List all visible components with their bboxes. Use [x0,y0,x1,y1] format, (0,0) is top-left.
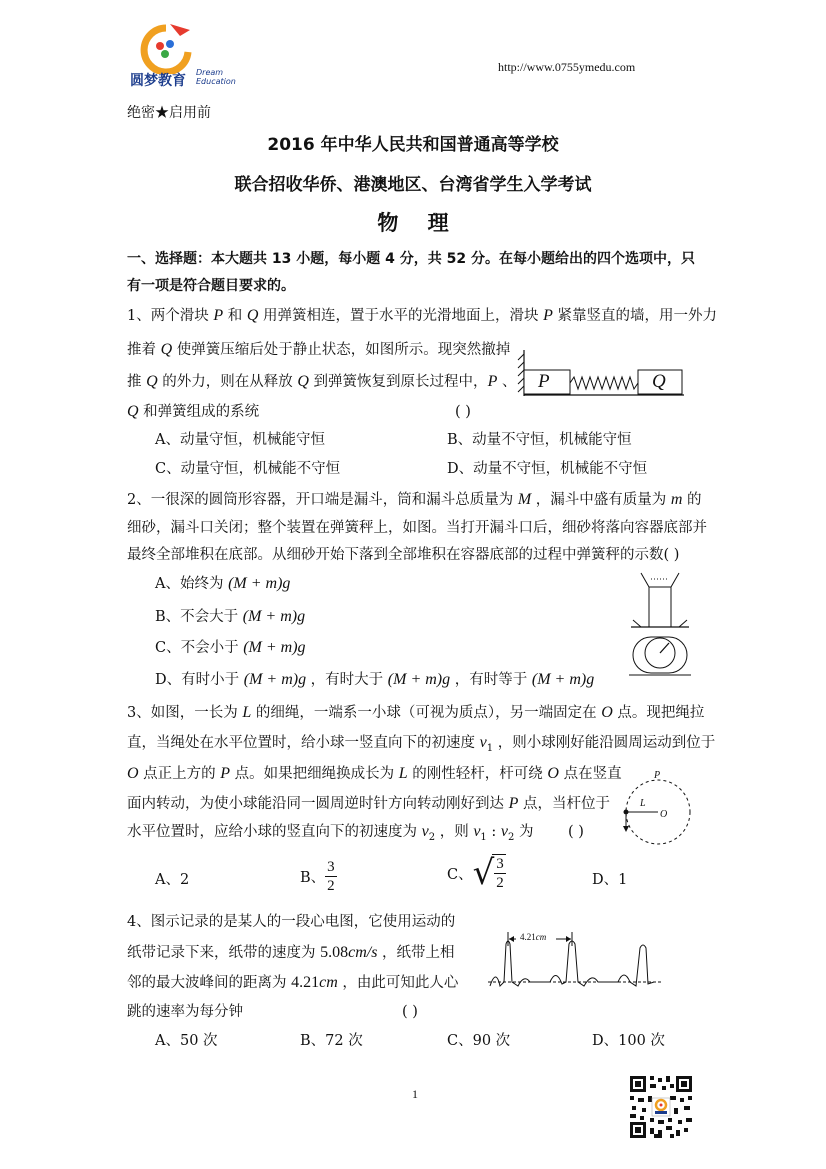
circular-motion-diagram [618,770,693,850]
block-p-label: P [538,371,550,392]
q3-option-a[interactable]: A、2 [155,872,190,888]
header-url[interactable]: http://www.0755ymedu.com [498,60,636,74]
exam-title-line2: 联合招收华侨、港澳地区、台湾省学生入学考试 [234,175,592,195]
q4-line4: 跳的速率为每分钟 [127,1004,243,1020]
q2-option-b[interactable]: B、不会大于 (M + m)g [155,608,306,625]
q4-answer-paren: ( ) [402,1004,418,1020]
q4-option-a[interactable]: A、50 次 [155,1033,218,1049]
q3-line3: O 点正上方的 P 点。如果把细绳换成长为 L 的刚性轻杆，杆可绕 O 点在竖直 [127,765,622,782]
q1-option-d[interactable]: D、动量不守恒，机械能不守恒 [447,461,648,477]
q4-option-c[interactable]: C、90 次 [447,1033,511,1049]
block-q-label: Q [652,371,666,392]
exam-title-line1: 2016 年中华人民共和国普通高等学校 [267,135,559,155]
q4-figure [488,928,663,998]
q2-line1: 2、一很深的圆筒形容器，开口端是漏斗，筒和漏斗总质量为 M ，漏斗中盛有质量为 m 的 [127,491,702,508]
q4-line2: 纸带记录下来，纸带的速度为 5.08cm/s ，纸带上相 [127,944,455,961]
subject-title: 物 理 [377,211,449,235]
q4-line3: 邻的最大波峰间的距离为 4.21cm ，由此可知此人心 [127,974,459,991]
q1-figure [516,346,686,400]
q3-line5: 水平位置时，应给小球的竖直向下的初速度为 $v_2$ ，则 $v_1$ : $v_2$ 为 [127,823,534,843]
center-o-label: O [660,809,668,820]
sqrt-three-halves: √ $\frac{3}{2}$ [472,853,504,893]
fraction-three-halves: $\frac{3}{2}$ [327,859,335,894]
logo-english-text: Dream Education [196,68,236,86]
q1-option-c[interactable]: C、动量守恒，机械能不守恒 [155,461,341,477]
q3-line2: 直，当绳处在水平位置时，给小球一竖直向下的初速度 $v_1$ ，则小球刚好能沿圆周运动到位于 [127,734,716,754]
qr-code-graphic [628,1074,694,1140]
q1-option-b[interactable]: B、动量不守恒，机械能守恒 [447,432,632,448]
q2-figure [625,565,695,680]
logo-emblem-icon [130,22,202,74]
q1-line3: 推 Q 的外力，则在从释放 Q 到弹簧恢复到原长过程中，P 、 [127,373,517,390]
q1-option-a[interactable]: A、动量守恒，机械能守恒 [155,432,325,448]
q3-option-c[interactable]: C、 √ $\frac{3}{2}$ [447,853,504,893]
q4-option-d[interactable]: D、100 次 [592,1033,665,1049]
q4-option-b[interactable]: B、72 次 [300,1033,363,1049]
section-heading-line2: 有一项是符合题目要求的。 [127,278,295,294]
q2-line3: 最终全部堆积在底部。从细砂开始下落到全部堆积在容器底部的过程中弹簧秤的示数( ) [127,547,680,563]
qr-code-icon [628,1074,694,1140]
q1-answer-paren: ( ) [455,404,471,420]
logo-chinese-text: 圆梦教育 [130,73,186,89]
q2-option-c[interactable]: C、不会小于 (M + m)g [155,639,306,656]
q1-line1: 1、两个滑块 P 和 Q 用弹簧相连，置于水平的光滑地面上，滑块 P 紧靠竖直的墙，用一外力 [127,307,718,324]
q2-option-a[interactable]: A、始终为 (M + m)g [155,575,291,592]
q3-figure [618,770,693,850]
q2-line2: 细砂，漏斗口关闭；整个装置在弹簧秤上，如图。当打开漏斗口后，细砂将落向容器底部并 [127,520,707,536]
q3-line1: 3、如图，一长为 L 的细绳，一端系一小球（可视为质点），另一端固定在 O 点。现把绳拉 [127,704,705,721]
section-heading-line1: 一、选择题：本大题共 13 小题，每小题 4 分，共 52 分。在每小题给出的四个选项中，只 [127,251,695,267]
container-on-scale-diagram [625,565,695,680]
q1-line4: Q 和弹簧组成的系统 [127,403,260,420]
ecg-distance-label: 4.21cm [520,932,547,942]
secret-label: 绝密★启用前 [127,105,211,121]
q3-option-b[interactable]: B、 $\frac{3}{2}$ [300,859,335,894]
q1-line2: 推着 Q 使弹簧压缩后处于静止状态，如图所示。现突然撤掉 [127,341,511,358]
q3-option-d[interactable]: D、1 [592,872,628,888]
q3-line4: 面内转动，为使小球能沿同一圆周逆时针方向转动刚好到达 P 点，当杆位于 [127,795,610,812]
page-number: 1 [412,1087,418,1101]
brand-logo [130,22,240,94]
q3-answer-paren: ( ) [568,824,584,840]
q4-line1: 4、图示记录的是某人的一段心电图，它使用运动的 [127,914,456,930]
ecg-trace-diagram [488,928,663,998]
point-p-label: P [654,770,661,781]
q2-option-d[interactable]: D、有时小于 (M + m)g ，有时大于 (M + m)g ，有时等于 (M + m)g [155,671,595,688]
length-l-label: L [640,798,646,809]
